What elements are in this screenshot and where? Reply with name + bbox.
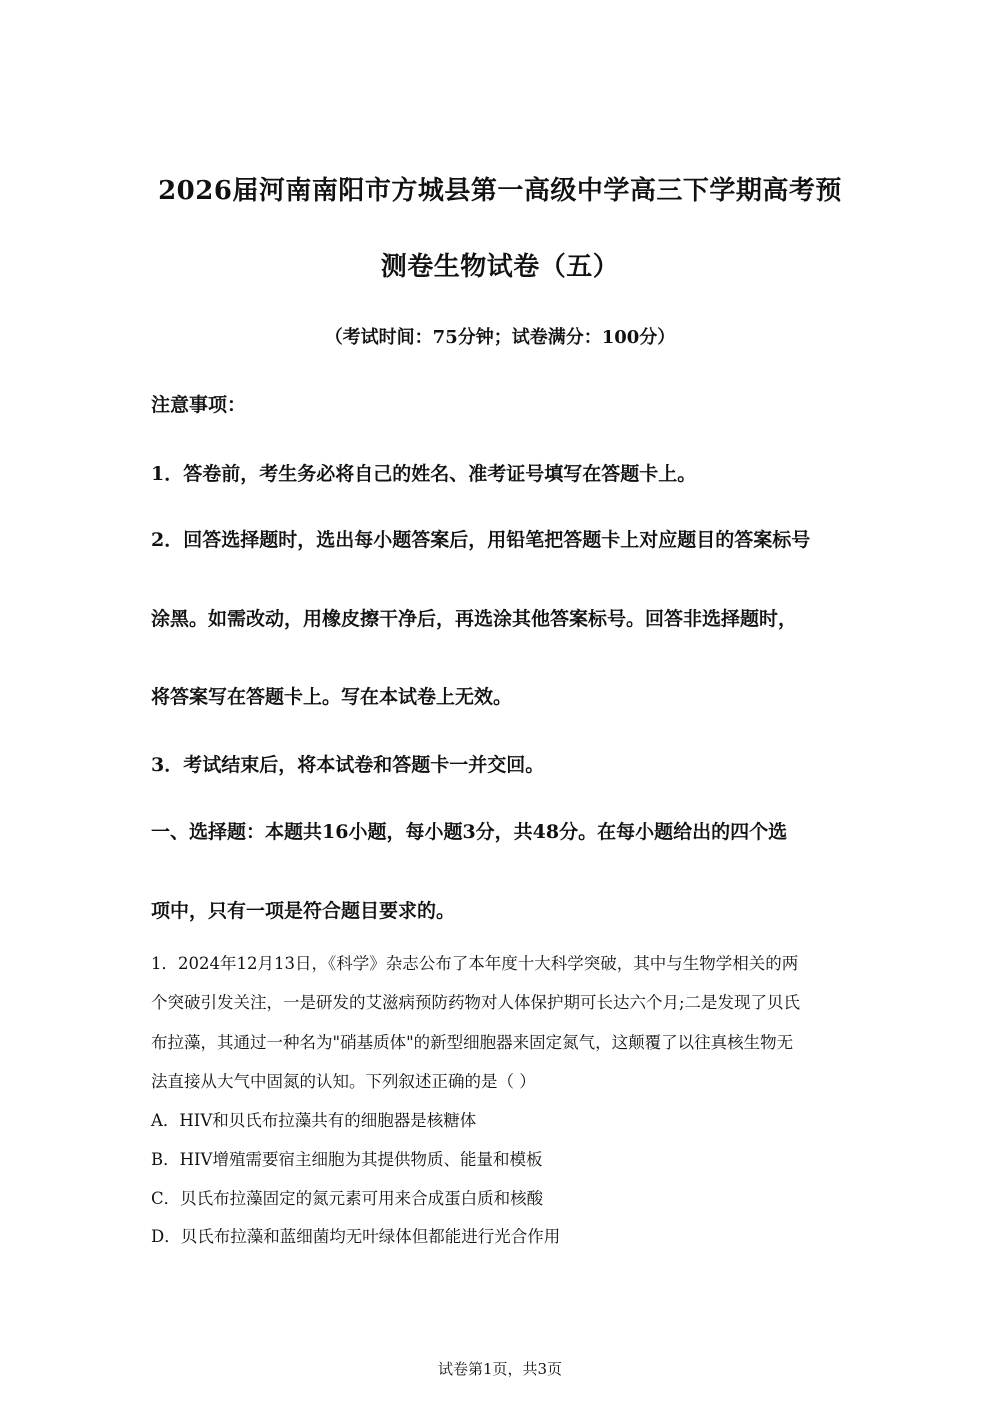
- question-1-option-a: A．HIV和贝氏布拉藻共有的细胞器是核糖体: [151, 1111, 477, 1130]
- notice-heading: 注意事项：: [151, 394, 247, 416]
- page-footer: 试卷第1页，共3页: [437, 1360, 563, 1378]
- notice-item-2-line-1: 2．回答选择题时，选出每小题答案后，用铅笔把答题卡上对应题目的答案标号: [151, 529, 811, 551]
- notice-item-2-line-3: 将答案写在答题卡上。写在本试卷上无效。: [151, 686, 513, 708]
- question-1-stem-line-3: 布拉藻，其通过一种名为"硝基质体"的新型细胞器来固定氮气，这颠覆了以往真核生物无: [151, 1033, 794, 1052]
- exam-title-line-2: 测卷生物试卷（五）: [380, 252, 620, 282]
- question-1-stem-line-4: 法直接从大气中固氮的认知。下列叙述正确的是（ ）: [151, 1072, 536, 1091]
- notice-item-3: 3．考试结束后，将本试卷和答题卡一并交回。: [151, 754, 545, 776]
- notice-item-1: 1．答卷前，考生务必将自己的姓名、准考证号填写在答题卡上。: [151, 463, 697, 485]
- question-1-option-d: D．贝氏布拉藻和蓝细菌均无叶绿体但都能进行光合作用: [151, 1227, 561, 1246]
- exam-title-line-1: 2026届河南南阳市方城县第一高级中学高三下学期高考预: [158, 176, 842, 206]
- question-1-option-b: B．HIV增殖需要宿主细胞为其提供物质、能量和模板: [151, 1150, 543, 1169]
- question-1-stem-line-2: 个突破引发关注，一是研发的艾滋病预防药物对人体保护期可长达六个月;二是发现了贝氏: [151, 993, 801, 1012]
- section-heading-line-1: 一、选择题：本题共16小题，每小题3分，共48分。在每小题给出的四个选: [151, 821, 788, 843]
- question-1-option-c: C．贝氏布拉藻固定的氮元素可用来合成蛋白质和核酸: [151, 1189, 544, 1208]
- question-1-stem-line-1: 1．2024年12月13日，《科学》杂志公布了本年度十大科学突破，其中与生物学相关的两: [151, 954, 799, 973]
- section-heading-line-2: 项中，只有一项是符合题目要求的。: [151, 900, 456, 922]
- exam-time-info: （考试时间：75分钟；试卷满分：100分）: [324, 327, 676, 348]
- notice-item-2-line-2: 涂黑。如需改动，用橡皮擦干净后，再选涂其他答案标号。回答非选择题时，: [151, 608, 798, 630]
